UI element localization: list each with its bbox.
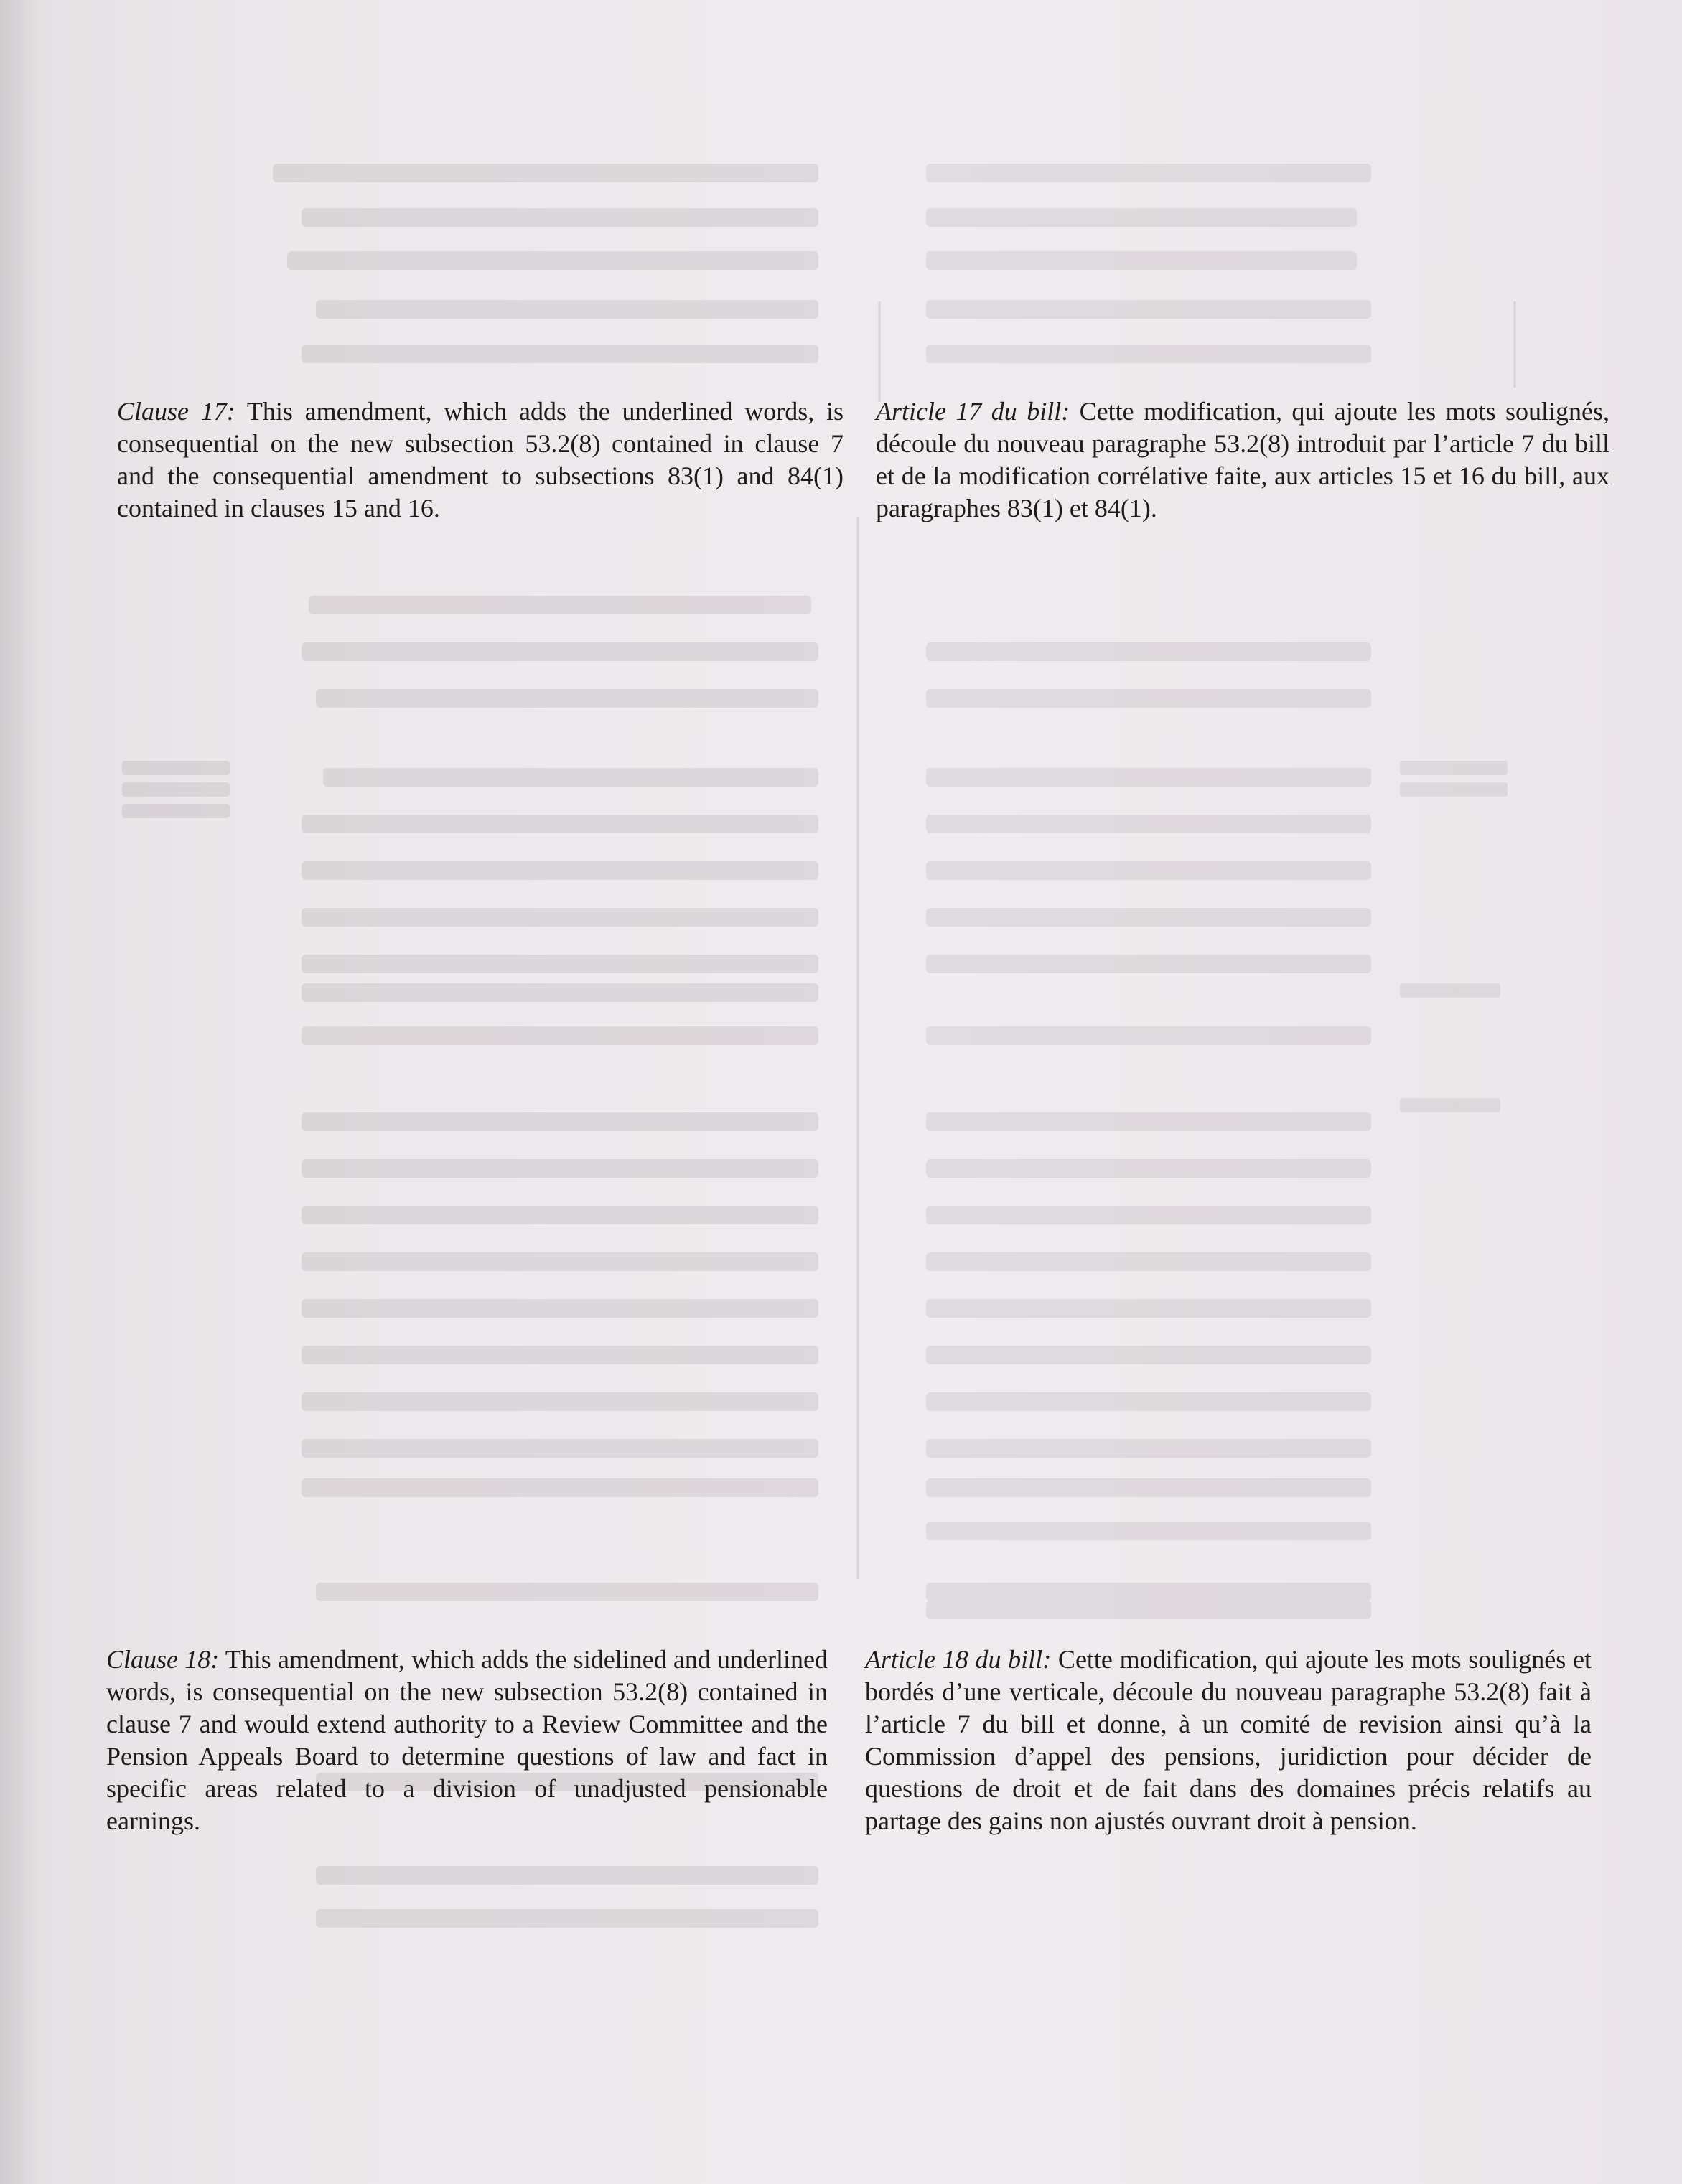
article-17-lead: Article 17 du bill:: [876, 397, 1070, 426]
article-18-note: [865, 1644, 1592, 1837]
clause-18-lead: Clause 18:: [106, 1645, 220, 1674]
page-edge-shadow: [0, 0, 43, 2184]
clause-17-body: This amendment, which adds the underlined words, is consequential on the new subsection 53.2(8) contained in clause 7 and the consequential amendment to subsections 83(1) and 84(1) contained in clauses 15 and 16.: [117, 397, 844, 522]
article-17-note: [876, 395, 1609, 525]
clause-17-lead: Clause 17:: [117, 397, 235, 426]
bleed-through-right-column: [926, 164, 1508, 1619]
clause-17-note: [117, 395, 844, 525]
article-18-body: Cette modification, qui ajoute les mots soulignés et bordés d’une verticale, découle du nouveau paragraphe 53.2(8) fait à l’article 7 du bill et donne, à un comité de revision ainsi qu’à la Commission d’appel des pensions, juridiction pour décider de questions de droit et de fait dans des domaines précis relatifs au partage des gains non ajustés ouvrant droit à pension.: [865, 1645, 1592, 1835]
clause-18-note: [106, 1644, 828, 1837]
article-17-body: Cette modification, qui ajoute les mots soulignés, découle du nouveau paragraphe 53.2(8) introduit par l’article 7 du bill et de la modification corrélative faite, aux articles 15 et 16 du bill, aux paragraphes 83(1) et 84(1).: [876, 397, 1609, 522]
clause-18-body: This amendment, which adds the sidelined and underlined words, is consequential on the new subsection 53.2(8) contained in clause 7 and would extend authority to a Review Committee and the Pension Appeals Board to determine questions of law and fact in specific areas related to a division of unadjusted pensionable earnings.: [106, 1645, 828, 1835]
article-18-lead: Article 18 du bill:: [865, 1645, 1052, 1674]
